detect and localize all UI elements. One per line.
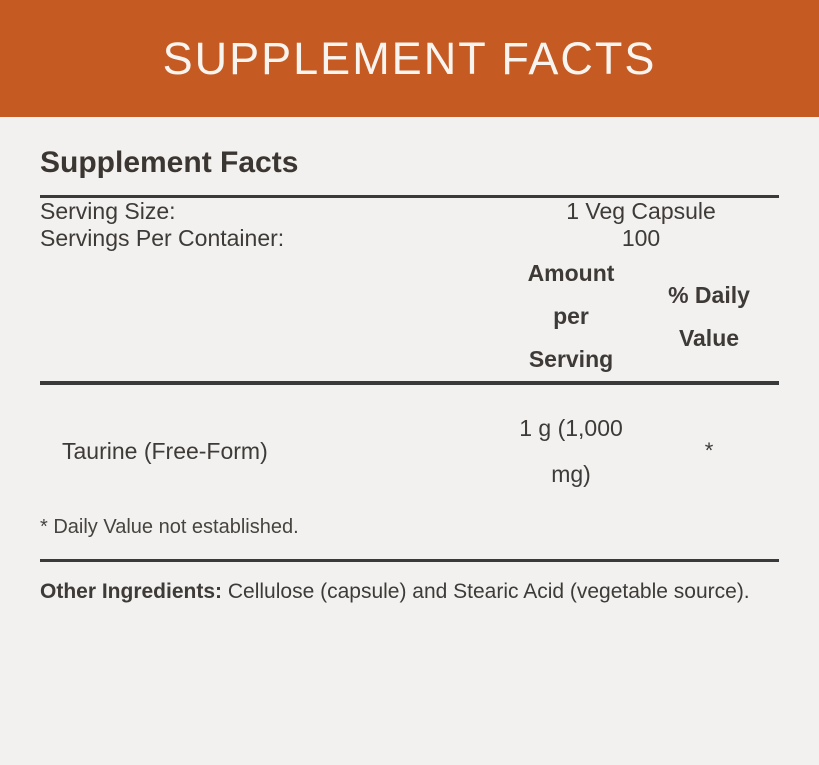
other-ingredients-label: Other Ingredients: — [40, 580, 223, 603]
amount-per-serving-header: Amount per Serving — [527, 260, 615, 372]
panel-heading: Supplement Facts — [40, 146, 299, 179]
banner-title: SUPPLEMENT FACTS — [162, 32, 657, 84]
serving-size-label: Serving Size: — [40, 198, 176, 224]
daily-value-footnote: * Daily Value not established. — [40, 516, 299, 538]
serving-size-value: 1 Veg Capsule — [566, 198, 716, 224]
ingredient-name: Taurine (Free-Form) — [62, 437, 268, 464]
ingredient-amount: 1 g (1,000 mg) — [519, 415, 623, 487]
other-ingredients — [40, 574, 779, 610]
servings-per-container-value: 100 — [621, 225, 661, 251]
footnote-divider — [40, 559, 779, 562]
supplement-facts-panel — [0, 143, 819, 637]
ingredient-daily-value: * — [704, 438, 714, 463]
ingredient-column-spacer — [40, 252, 503, 381]
servings-per-container-label: Servings Per Container: — [40, 225, 285, 251]
percent-daily-value-header: % Daily Value — [668, 281, 750, 351]
table-row — [40, 385, 779, 509]
supplement-facts-banner — [0, 0, 819, 117]
other-ingredients-text: Cellulose (capsule) and Stearic Acid (vegetable source). — [227, 580, 750, 603]
facts-table — [40, 198, 779, 381]
